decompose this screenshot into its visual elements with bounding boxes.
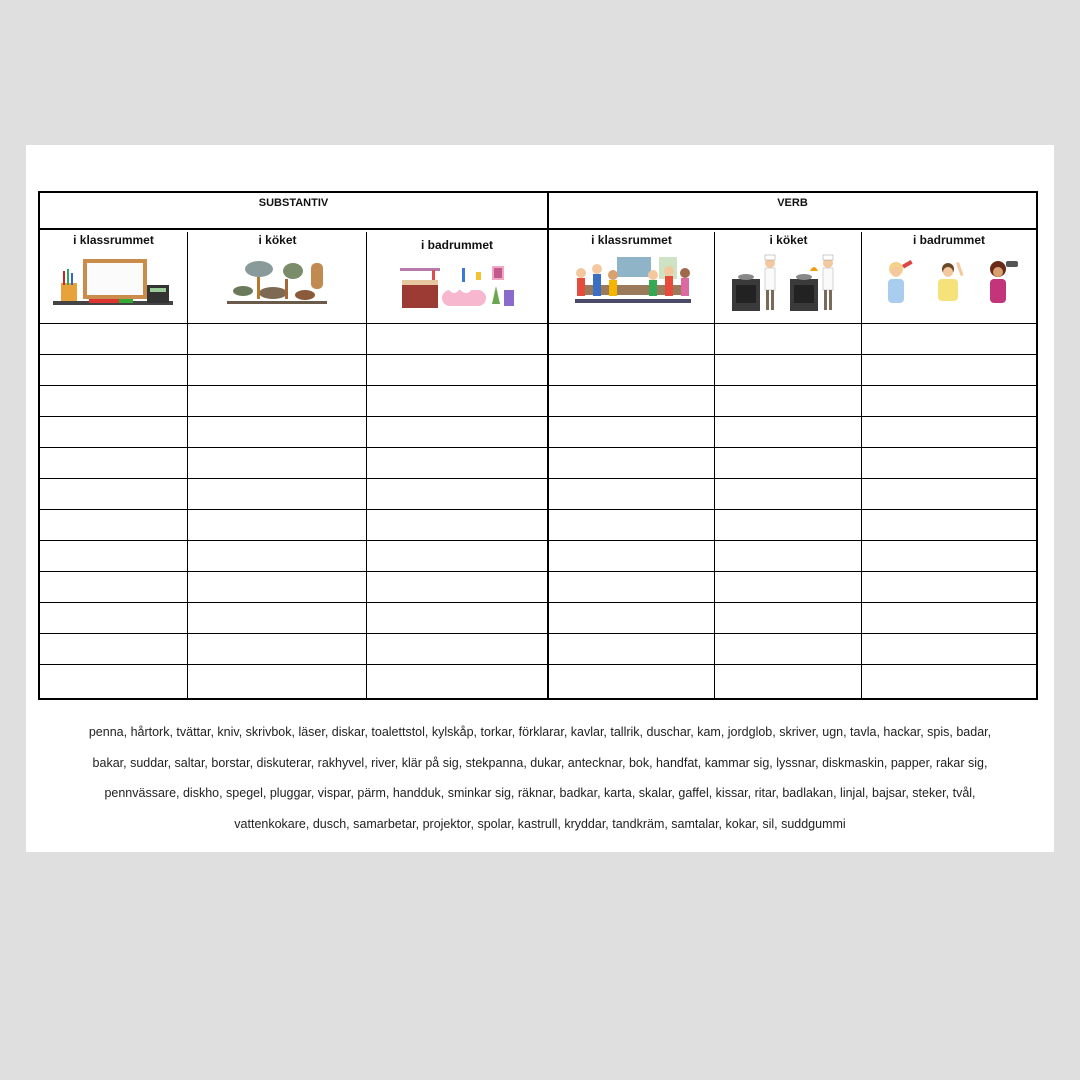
answer-cell[interactable]: [715, 603, 862, 634]
answer-cell[interactable]: [715, 355, 862, 386]
answer-cell[interactable]: [549, 665, 714, 696]
answer-cell[interactable]: [367, 355, 547, 386]
answer-cell[interactable]: [862, 324, 1036, 355]
answer-cell[interactable]: [367, 386, 547, 417]
answer-cell[interactable]: [40, 417, 187, 448]
answer-cell[interactable]: [367, 324, 547, 355]
answer-cell[interactable]: [715, 448, 862, 479]
answer-cell[interactable]: [40, 386, 187, 417]
answer-cell[interactable]: [549, 541, 714, 572]
word-bank: [26, 717, 1054, 839]
answer-rows: [862, 324, 1036, 696]
answer-cell[interactable]: [715, 479, 862, 510]
answer-cell[interactable]: [862, 541, 1036, 572]
column-title: i köket: [258, 233, 297, 247]
children-in-classroom-illustration: [549, 250, 714, 317]
answer-cell[interactable]: [549, 634, 714, 665]
answer-cell[interactable]: [862, 479, 1036, 510]
answer-cell[interactable]: [188, 510, 367, 541]
answer-rows: [40, 324, 187, 696]
answer-cell[interactable]: [862, 355, 1036, 386]
substantiv-klassrummet-column: [40, 232, 187, 698]
sorting-table: [38, 191, 1038, 700]
answer-cell[interactable]: [188, 448, 367, 479]
answer-cell[interactable]: [549, 572, 714, 603]
answer-cell[interactable]: [367, 572, 547, 603]
answer-cell[interactable]: [188, 479, 367, 510]
answer-cell[interactable]: [40, 541, 187, 572]
answer-cell[interactable]: [367, 634, 547, 665]
answer-cell[interactable]: [549, 355, 714, 386]
worksheet-page: [26, 145, 1054, 852]
answer-cell[interactable]: [188, 665, 367, 696]
column-title: i klassrummet: [73, 233, 154, 247]
answer-cell[interactable]: [188, 572, 367, 603]
answer-cell[interactable]: [715, 665, 862, 696]
answer-cell[interactable]: [367, 510, 547, 541]
column-title: i köket: [769, 233, 808, 247]
verb-section: [547, 193, 1036, 698]
answer-cell[interactable]: [188, 355, 367, 386]
answer-cell[interactable]: [188, 603, 367, 634]
column-title: i klassrummet: [591, 233, 672, 247]
answer-cell[interactable]: [40, 448, 187, 479]
answer-cell[interactable]: [715, 541, 862, 572]
answer-cell[interactable]: [549, 448, 714, 479]
answer-cell[interactable]: [862, 572, 1036, 603]
answer-rows: [549, 324, 714, 696]
answer-cell[interactable]: [367, 541, 547, 572]
verb-badrummet-column: [861, 232, 1036, 698]
answer-cell[interactable]: [40, 510, 187, 541]
word-bank-line: penna, hårtork, tvättar, kniv, skrivbok, läser, diskar, toalettstol, kylskåp, torkar, förklarar, kavlar, tallrik, duschar, kam, jordglob, skriver, ugn, tavla, hackar, spis, badar,: [88, 725, 992, 739]
answer-cell[interactable]: [40, 355, 187, 386]
column-title: i badrummet: [420, 238, 493, 252]
column-title: i badrummet: [912, 233, 985, 247]
answer-cell[interactable]: [715, 324, 862, 355]
word-bank-line: pennvässare, diskho, spegel, pluggar, vispar, pärm, handduk, sminkar sig, räknar, badkar, karta, skalar, gaffel, kissar, ritar, badlakan, linjal, bajsar, steker, tvål,: [104, 786, 976, 800]
answer-cell[interactable]: [862, 448, 1036, 479]
bathroom-illustration: [367, 256, 547, 317]
answer-cell[interactable]: [367, 448, 547, 479]
word-bank-line: bakar, suddar, saltar, borstar, diskuterar, rakhyvel, river, klär på sig, stekpanna, dukar, antecknar, bok, handfat, kammar sig, lyssnar, diskmaskin, papper, rakar sig,: [92, 755, 988, 770]
answer-cell[interactable]: [40, 324, 187, 355]
classroom-supplies-illustration: [40, 250, 187, 317]
answer-cell[interactable]: [862, 386, 1036, 417]
answer-cell[interactable]: [549, 479, 714, 510]
verb-header: VERB: [549, 193, 1036, 230]
answer-cell[interactable]: [862, 603, 1036, 634]
answer-cell[interactable]: [715, 634, 862, 665]
substantiv-header: SUBSTANTIV: [40, 193, 547, 230]
substantiv-section: [40, 193, 547, 698]
answer-cell[interactable]: [367, 665, 547, 696]
answer-cell[interactable]: [188, 386, 367, 417]
answer-cell[interactable]: [549, 510, 714, 541]
answer-cell[interactable]: [367, 417, 547, 448]
verb-klassrummet-column: [549, 232, 714, 698]
answer-cell[interactable]: [715, 572, 862, 603]
answer-cell[interactable]: [715, 386, 862, 417]
answer-cell[interactable]: [188, 417, 367, 448]
verb-koket-column: [714, 232, 862, 698]
word-bank-line: vattenkokare, dusch, samarbetar, projektor, spolar, kastrull, kryddar, tandkräm, samtalar, kokar, sil, suddgummi: [234, 816, 846, 831]
answer-cell[interactable]: [40, 479, 187, 510]
answer-cell[interactable]: [188, 634, 367, 665]
answer-cell[interactable]: [715, 510, 862, 541]
kitchen-utensils-illustration: [188, 250, 367, 317]
answer-cell[interactable]: [367, 479, 547, 510]
answer-cell[interactable]: [862, 665, 1036, 696]
answer-rows: [715, 324, 862, 696]
substantiv-badrummet-column: [366, 232, 547, 698]
answer-cell[interactable]: [549, 603, 714, 634]
substantiv-koket-column: [187, 232, 367, 698]
answer-cell[interactable]: [862, 510, 1036, 541]
answer-cell[interactable]: [40, 603, 187, 634]
answer-cell[interactable]: [862, 417, 1036, 448]
answer-cell[interactable]: [40, 665, 187, 696]
chefs-cooking-illustration: [715, 250, 862, 317]
answer-cell[interactable]: [188, 541, 367, 572]
answer-cell[interactable]: [549, 324, 714, 355]
answer-cell[interactable]: [188, 324, 367, 355]
answer-cell[interactable]: [367, 603, 547, 634]
answer-cell[interactable]: [549, 386, 714, 417]
answer-cell[interactable]: [40, 634, 187, 665]
answer-cell[interactable]: [862, 634, 1036, 665]
answer-cell[interactable]: [549, 417, 714, 448]
answer-cell[interactable]: [715, 417, 862, 448]
answer-rows: [188, 324, 367, 696]
answer-rows: [367, 324, 547, 696]
answer-cell[interactable]: [40, 572, 187, 603]
people-grooming-illustration: [862, 250, 1036, 317]
